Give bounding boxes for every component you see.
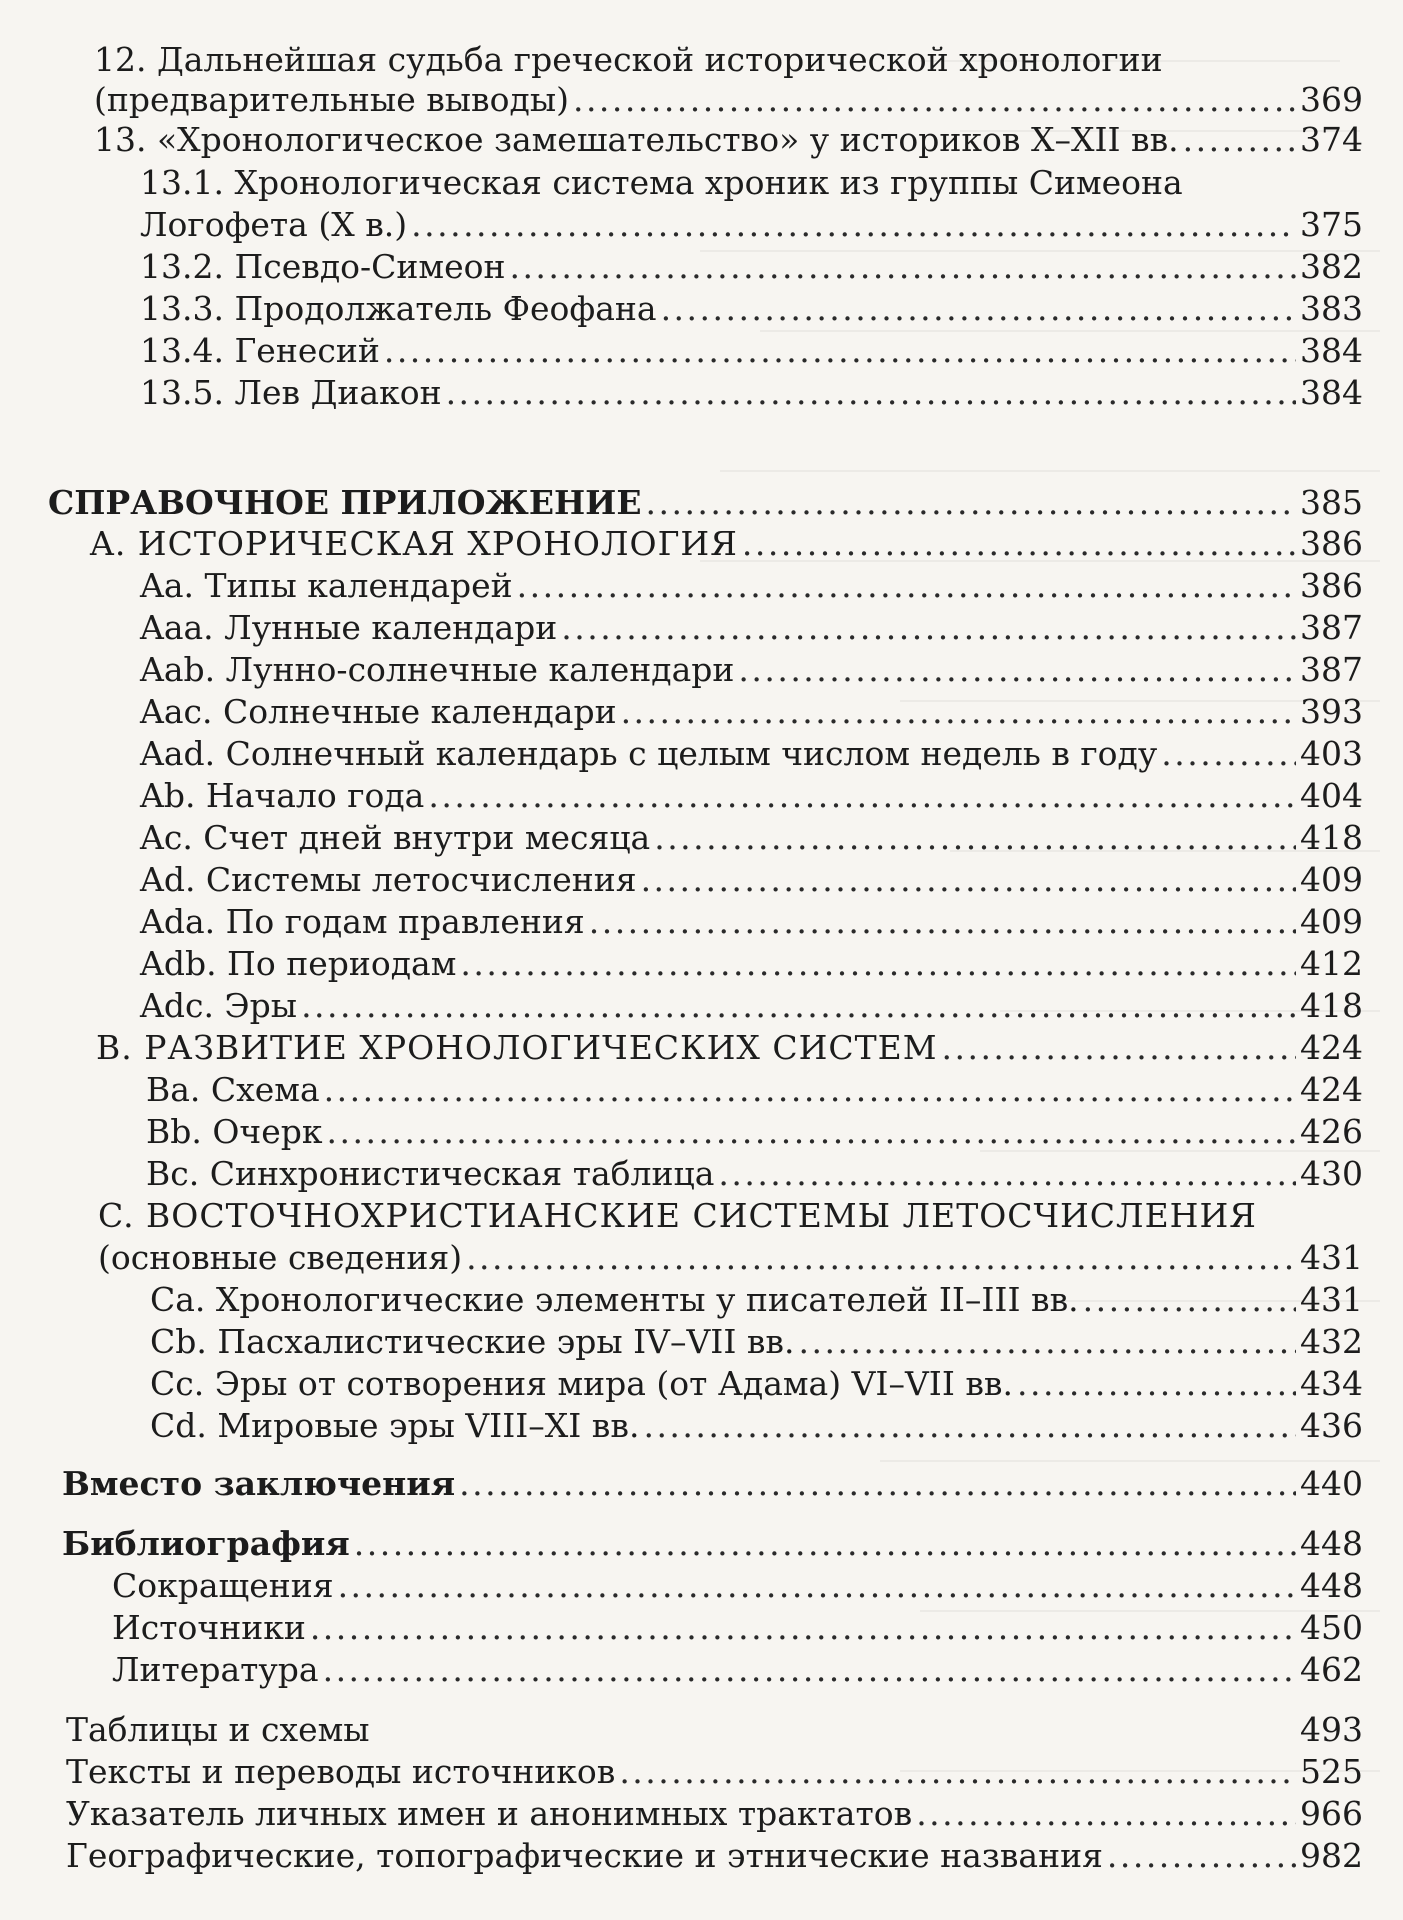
- toc-entry-title: Aad. Солнечный календарь с целым числом недель в году: [140, 734, 1158, 773]
- toc-entry[interactable]: [112, 1566, 1363, 1606]
- toc-entry[interactable]: [140, 692, 1363, 732]
- dot-leader: [466, 1238, 1296, 1278]
- toc-page-number: 448: [1300, 1566, 1363, 1605]
- toc-entry[interactable]: [140, 650, 1363, 690]
- dot-leader: [654, 818, 1296, 858]
- toc-entry-title: Bc. Синхронистическая таблица: [146, 1154, 715, 1193]
- toc-entry-title: 13.4. Генесий: [140, 331, 380, 370]
- toc-page-number: 387: [1300, 650, 1363, 689]
- toc-entry-title: (основные сведения): [98, 1238, 463, 1277]
- dot-leader: [646, 483, 1296, 523]
- toc-page-number: 393: [1300, 692, 1363, 731]
- toc-page-number: 982: [1300, 1836, 1363, 1875]
- toc-entry-title: Сокращения: [112, 1566, 334, 1605]
- dot-leader: [338, 1566, 1296, 1606]
- toc-entry-title-line: 13.1. Хронологическая система хроник из группы Симеона: [140, 163, 1183, 202]
- dot-leader: [1083, 1280, 1296, 1320]
- toc-page-number: 431: [1300, 1280, 1363, 1319]
- dot-leader: [916, 1794, 1296, 1834]
- toc-entry-title: 13.2. Псевдо-Симеон: [140, 247, 506, 286]
- dot-leader: [661, 289, 1296, 329]
- toc-page-number: 403: [1300, 734, 1363, 773]
- dot-leader: [517, 566, 1296, 606]
- toc-entry-title: Указатель личных имен и анонимных трактатов: [66, 1794, 913, 1833]
- dot-leader: [1017, 1364, 1296, 1404]
- dot-leader: [1107, 1836, 1296, 1876]
- toc-entry[interactable]: [150, 1364, 1363, 1404]
- toc-page-number: 418: [1300, 986, 1363, 1025]
- toc-page-number: 436: [1300, 1406, 1363, 1445]
- toc-section-heading[interactable]: [62, 1464, 1363, 1504]
- dot-leader: [327, 1112, 1296, 1152]
- dot-leader: [310, 1608, 1296, 1648]
- dot-leader: [428, 776, 1296, 816]
- toc-page-number: 525: [1300, 1752, 1363, 1791]
- toc-entry-title-line: C. ВОСТОЧНОХРИСТИАНСКИЕ СИСТЕМЫ ЛЕТОСЧИСЛЕНИЯ: [98, 1196, 1257, 1235]
- toc-entry-title: Aab. Лунно-солнечные календари: [140, 650, 735, 689]
- toc-page-number: 434: [1300, 1364, 1363, 1403]
- dot-leader: [1183, 120, 1296, 160]
- dot-leader: [799, 1322, 1297, 1362]
- dot-leader: [323, 1650, 1296, 1690]
- toc-entry-title: Adc. Эры: [140, 986, 298, 1025]
- toc-page-number: 424: [1300, 1028, 1363, 1067]
- dot-leader: [1161, 734, 1296, 774]
- toc-page-number: 448: [1300, 1524, 1363, 1563]
- toc-entry-title: 13.3. Продолжатель Феофана: [140, 289, 657, 328]
- toc-entry[interactable]: [66, 1710, 1363, 1750]
- toc-page-number: 383: [1300, 289, 1363, 328]
- dot-leader: [411, 205, 1296, 245]
- dot-leader: [384, 331, 1296, 371]
- toc-page-number: 493: [1300, 1710, 1363, 1749]
- dot-leader: [460, 944, 1296, 984]
- toc-section-heading[interactable]: [48, 483, 1363, 523]
- toc-page-number: 384: [1300, 331, 1363, 370]
- toc-page-number: 462: [1300, 1650, 1363, 1689]
- toc-entry[interactable]: [150, 1322, 1363, 1362]
- toc-page-number: 412: [1300, 944, 1363, 983]
- toc-entry[interactable]: [112, 1650, 1363, 1690]
- toc-entry-title: (предварительные выводы): [94, 80, 569, 119]
- toc-entry[interactable]: [140, 818, 1363, 858]
- toc-entry-title: 13.5. Лев Диакон: [140, 373, 442, 412]
- dot-leader: [742, 524, 1296, 564]
- toc-page-number: 386: [1300, 566, 1363, 605]
- dot-leader: [573, 80, 1296, 120]
- toc-entry[interactable]: [146, 1112, 1363, 1152]
- toc-entry[interactable]: [140, 247, 1363, 287]
- dot-leader: [942, 1028, 1296, 1068]
- toc-entry-title: Ab. Начало года: [140, 776, 425, 815]
- toc-entry[interactable]: [112, 1608, 1363, 1648]
- toc-page-number: 369: [1300, 80, 1363, 119]
- toc-entry-title: A. ИСТОРИЧЕСКАЯ ХРОНОЛОГИЯ: [90, 524, 738, 563]
- dot-leader: [718, 1154, 1296, 1194]
- toc-entry[interactable]: [94, 120, 1363, 160]
- dot-leader: [619, 1752, 1296, 1792]
- toc-entry-title: Adb. По периодам: [140, 944, 457, 983]
- toc-entry[interactable]: [140, 289, 1363, 329]
- toc-entry-title: Литература: [112, 1650, 319, 1689]
- toc-entry[interactable]: [90, 524, 1363, 564]
- toc-entry-title: Aa. Типы календарей: [140, 566, 513, 605]
- toc-entry[interactable]: [146, 1154, 1363, 1194]
- toc-entry-title: Тексты и переводы источников: [66, 1752, 616, 1791]
- dot-leader: [324, 1070, 1296, 1110]
- toc-page-number: 409: [1300, 902, 1363, 941]
- toc-entry[interactable]: [98, 1238, 1363, 1278]
- dot-leader: [641, 860, 1296, 900]
- toc-entry-title: Aac. Солнечные календари: [140, 692, 617, 731]
- toc-entry-title: B. РАЗВИТИЕ ХРОНОЛОГИЧЕСКИХ СИСТЕМ: [96, 1028, 938, 1067]
- toc-page-number: 384: [1300, 373, 1363, 412]
- toc-entry-title: Логофета (X в.): [140, 205, 408, 244]
- toc-page-number: 966: [1300, 1794, 1363, 1833]
- toc-entry[interactable]: [140, 331, 1363, 371]
- dot-leader: [354, 1524, 1296, 1564]
- toc-entry-title: Bb. Очерк: [146, 1112, 323, 1151]
- dot-leader: [738, 650, 1296, 690]
- toc-entry-title: Cb. Пасхалистические эры IV–VII вв.: [150, 1322, 795, 1361]
- toc-section-heading[interactable]: [62, 1524, 1363, 1564]
- toc-entry-title: Источники: [112, 1608, 306, 1647]
- toc-entry[interactable]: [66, 1836, 1363, 1876]
- toc-entry[interactable]: [150, 1406, 1363, 1446]
- toc-entry-title: СПРАВОЧНОЕ ПРИЛОЖЕНИЕ: [48, 483, 642, 522]
- toc-entry[interactable]: [140, 986, 1363, 1026]
- toc-page-number: 432: [1300, 1322, 1363, 1361]
- toc-entry-title: Ba. Схема: [146, 1070, 320, 1109]
- toc-entry[interactable]: [96, 1028, 1363, 1068]
- toc-page-number: 418: [1300, 818, 1363, 857]
- toc-entry[interactable]: [140, 205, 1363, 245]
- dot-leader: [509, 247, 1296, 287]
- toc-entry[interactable]: [150, 1280, 1363, 1320]
- dot-leader: [561, 608, 1296, 648]
- toc-entry-title: Библиография: [62, 1524, 350, 1563]
- toc-page-number: 404: [1300, 776, 1363, 815]
- toc-page-number: 386: [1300, 524, 1363, 563]
- toc-page-number: 430: [1300, 1154, 1363, 1193]
- toc-entry[interactable]: [66, 1794, 1363, 1834]
- toc-page-number: 450: [1300, 1608, 1363, 1647]
- dot-leader: [446, 373, 1296, 413]
- toc-entry-title: Вместо заключения: [62, 1464, 456, 1503]
- toc-entry[interactable]: [140, 373, 1363, 413]
- toc-entry[interactable]: [140, 902, 1363, 942]
- toc-entry[interactable]: [146, 1070, 1363, 1110]
- toc-entry-title: Географические, топографические и этнические названия: [66, 1836, 1103, 1875]
- toc-page-number: 385: [1300, 483, 1363, 522]
- dot-leader: [589, 902, 1296, 942]
- toc-entry-title: Aaa. Лунные календари: [140, 608, 558, 647]
- toc-entry-title: Cd. Мировые эры VIII–XI вв.: [150, 1406, 640, 1445]
- toc-entry[interactable]: [140, 944, 1363, 984]
- toc-entry[interactable]: [140, 566, 1363, 606]
- toc-entry-title: 13. «Хронологическое замешательство» у историков X–XII вв.: [94, 120, 1179, 159]
- toc-entry[interactable]: [140, 608, 1363, 648]
- toc-page-number: 431: [1300, 1238, 1363, 1277]
- toc-page-number: 440: [1300, 1464, 1363, 1503]
- dot-leader: [621, 692, 1296, 732]
- toc-entry-title: Ac. Счет дней внутри месяца: [140, 818, 651, 857]
- toc-page-number: 374: [1300, 120, 1363, 159]
- toc-entry[interactable]: [66, 1752, 1363, 1792]
- toc-entry[interactable]: [140, 734, 1363, 774]
- toc-entry-title: Ada. По годам правления: [140, 902, 585, 941]
- toc-entry[interactable]: [140, 776, 1363, 816]
- toc-entry[interactable]: [140, 860, 1363, 900]
- toc-entry[interactable]: [94, 80, 1363, 120]
- toc-entry-title: Ca. Хронологические элементы у писателей II–III вв.: [150, 1280, 1079, 1319]
- toc-entry-title: Cc. Эры от сотворения мира (от Адама) VI–VII вв.: [150, 1364, 1013, 1403]
- toc-page-number: 382: [1300, 247, 1363, 286]
- toc-page-number: 409: [1300, 860, 1363, 899]
- dot-leader: [301, 986, 1296, 1026]
- toc-page-number: 387: [1300, 608, 1363, 647]
- toc-page-number: 424: [1300, 1070, 1363, 1109]
- dot-leader: [643, 1406, 1296, 1446]
- dot-leader: [459, 1464, 1296, 1504]
- toc-entry-title-line: 12. Дальнейшая судьба греческой исторической хронологии: [94, 40, 1163, 79]
- toc-entry-title: Таблицы и схемы: [66, 1710, 370, 1749]
- toc-page-number: 426: [1300, 1112, 1363, 1151]
- toc-page-number: 375: [1300, 205, 1363, 244]
- toc-entry-title: Ad. Системы летосчисления: [140, 860, 637, 899]
